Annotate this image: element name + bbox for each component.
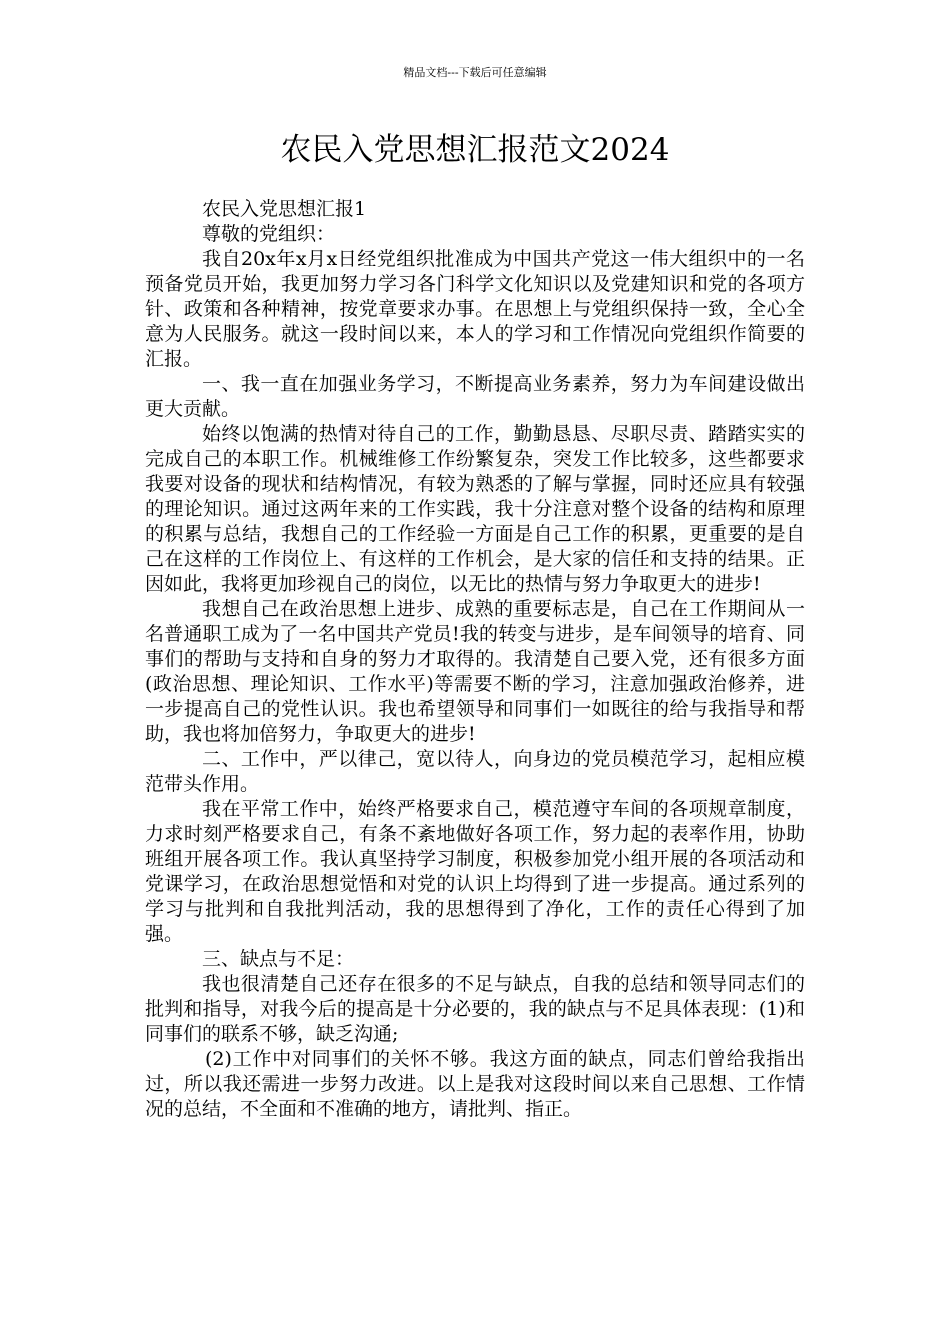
body-paragraph: 我在平常工作中，始终严格要求自己，模范遵守车间的各项规章制度，力求时刻严格要求自己，有条不紊地做好各项工作，努力起的表率作用，协助班组开展各项工作。我认真坚持学习制度，积极参加党小组开展的各项活动和党课学习，在政治思想觉悟和对党的认识上均得到了进一步提高。通过系列的学习与批判和自我批判活动，我的思想得到了净化，工作的责任心得到了加强。: [145, 798, 805, 945]
point-heading: 二、工作中，严以律己，宽以待人，向身边的党员模范学习，起相应模范带头作用。: [145, 748, 805, 795]
body-paragraph: (2)工作中对同事们的关怀不够。我这方面的缺点，同志们曾给我指出过，所以我还需进一步努力改进。以上是我对这段时间以来自己思想、工作情况的总结，不全面和不准确的地方，请批判、指正。: [145, 1048, 805, 1120]
document-body: [145, 197, 805, 1122]
section-heading: 农民入党思想汇报1: [202, 198, 367, 220]
point-heading: 三、缺点与不足：: [202, 948, 355, 970]
body-paragraph: 我自20x年x月x日经党组织批准成为中国共产党这一伟大组织中的一名预备党员开始，我更加努力学习各门科学文化知识以及党建知识和党的各项方针、政策和各种精神，按党章要求办事。在思想上与党组织保持一致，全心全意为人民服务。就这一段时间以来，本人的学习和工作情况向党组织作简要的汇报。: [145, 248, 805, 370]
point-heading: 一、我一直在加强业务学习，不断提高业务素养，努力为车间建设做出更大贡献。: [145, 373, 805, 420]
header-note: 精品文档---下载后可任意编辑: [403, 66, 547, 79]
document-title: 农民入党思想汇报范文2024: [280, 132, 670, 168]
body-paragraph: 始终以饱满的热情对待自己的工作，勤勤恳恳、尽职尽责、踏踏实实的完成自己的本职工作。机械维修工作纷繁复杂，突发工作比较多，这些都要求我要对设备的现状和结构情况，有较为熟悉的了解与掌握，同时还应具有较强的理论知识。通过这两年来的工作实践，我十分注意对整个设备的结构和原理的积累与总结，我想自己的工作经验一方面是自己工作的积累，更重要的是自己在这样的工作岗位上、有这样的工作机会，是大家的信任和支持的结果。正因如此，我将更加珍视自己的岗位，以无比的热情与努力争取更大的进步!: [145, 423, 805, 595]
salutation: 尊敬的党组织：: [202, 223, 336, 245]
body-paragraph: 我也很清楚自己还存在很多的不足与缺点，自我的总结和领导同志们的批判和指导，对我今后的提高是十分必要的，我的缺点与不足具体表现：(1)和同事们的联系不够，缺乏沟通;: [145, 973, 805, 1045]
body-paragraph: 我想自己在政治思想上进步、成熟的重要标志是，自己在工作期间从一名普通职工成为了一名中国共产党员!我的转变与进步，是车间领导的培育、同事们的帮助与支持和自身的努力才取得的。我清楚自己要入党，还有很多方面(政治思想、理论知识、工作水平)等需要不断的学习，注意加强政治修养，进一步提高自己的党性认识。我也希望领导和同事们一如既往的给与我指导和帮助，我也将加倍努力，争取更大的进步!: [145, 598, 805, 745]
